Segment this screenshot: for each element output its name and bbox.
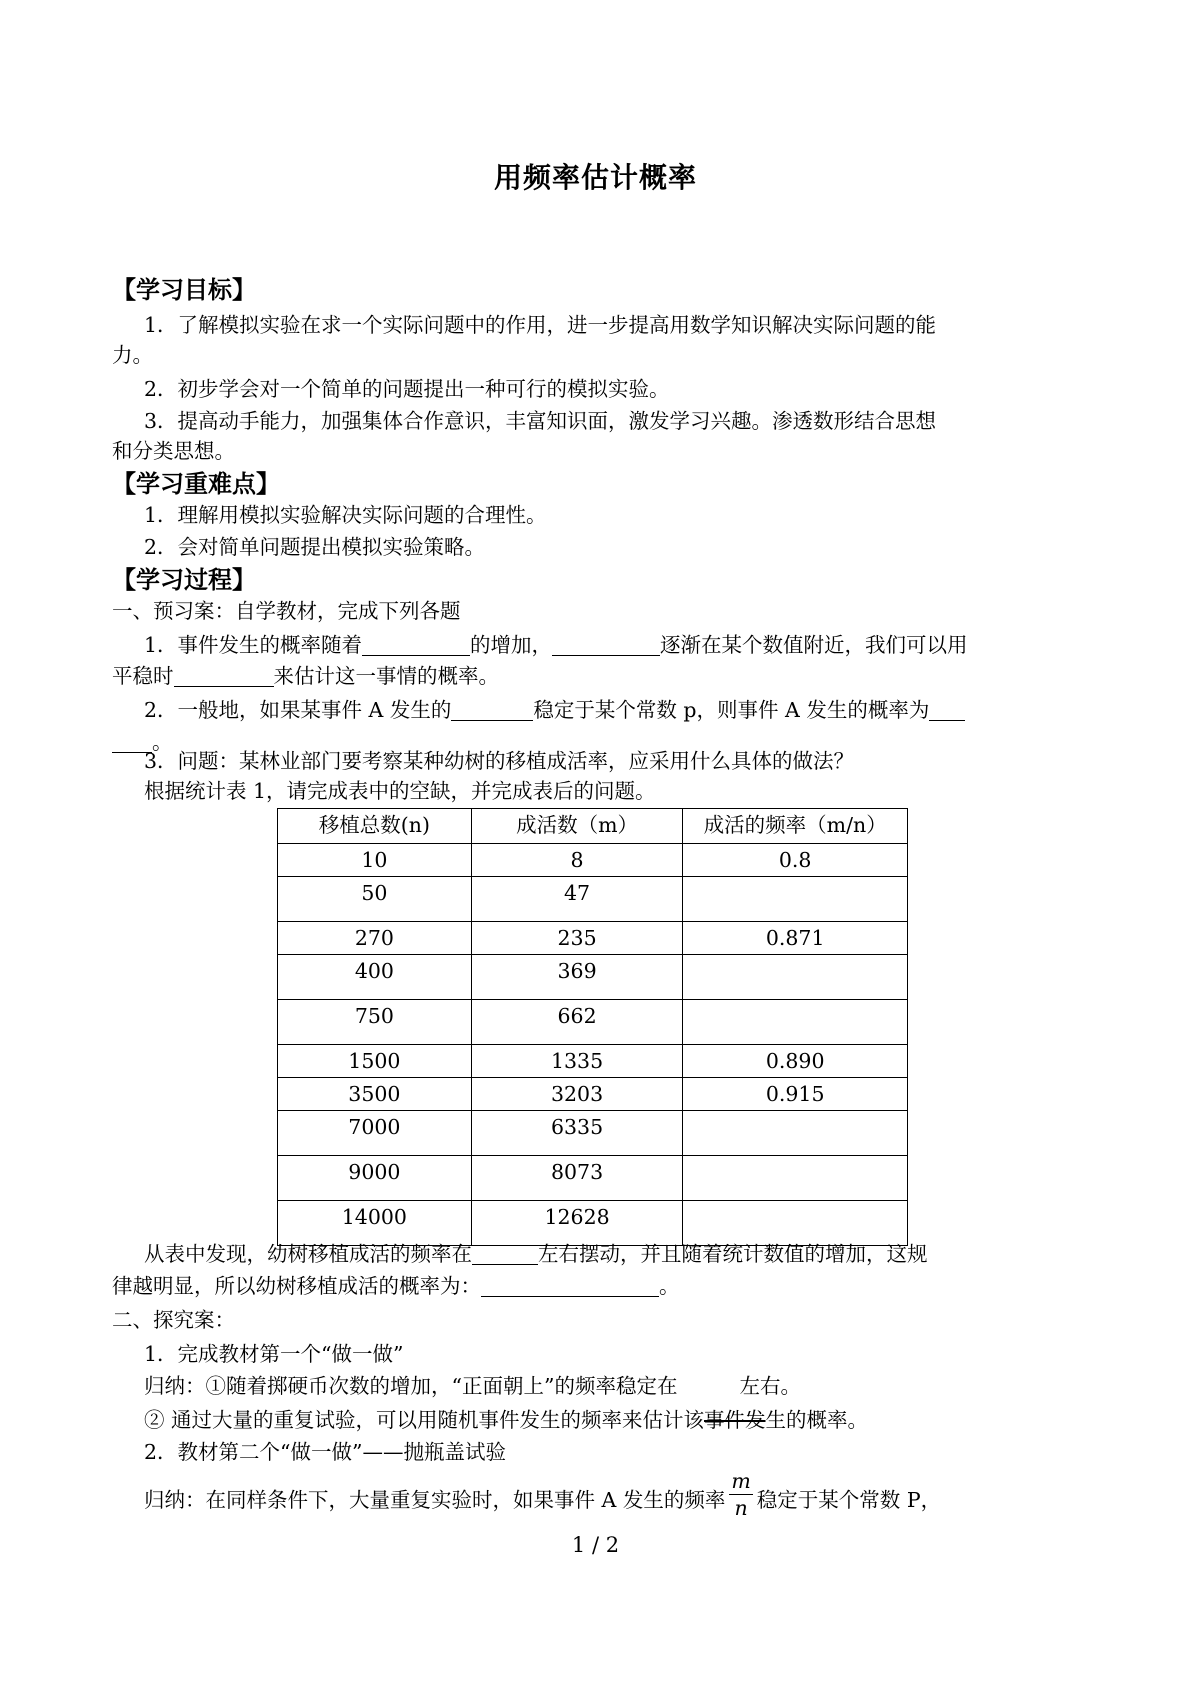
table-row [278,877,908,922]
table-cell: 12628 [471,1201,683,1246]
table-cell: 8073 [471,1156,683,1201]
objectives-heading: 【学习目标】 [112,275,256,304]
table-cell [683,877,908,922]
table-cell: 8 [471,844,683,877]
table-cell: 662 [471,1000,683,1045]
table-cell: 270 [278,922,472,955]
explore-summary-3: 归纳：在同样条件下，大量重复实验时，如果事件 A 发生的频率 $\frac{m}{n}$ 稳定于某个常数 P， [144,1469,942,1520]
preview-question-1a: 1．事件发生的概率随着 的增加， 逐渐在某个数值附近，我们可以用 [144,633,968,657]
explore-item-1: 1．完成教材第一个“做一做” [144,1342,404,1366]
answer-blank [174,664,274,687]
table-cell: 47 [471,877,683,922]
difficulty-1: 1．理解用模拟实验解决实际问题的合理性。 [144,503,547,527]
table-cell [683,1000,908,1045]
table-cell: 3203 [471,1078,683,1111]
objective-3b: 和分类思想。 [112,439,235,463]
table-row [278,844,908,877]
table-cell [683,1156,908,1201]
table-cell: 0.8 [683,844,908,877]
objective-3a: 3．提高动手能力，加强集体合作意识，丰富知识面，激发学习兴趣。渗透数形结合思想 [144,409,937,433]
page-title: 用频率估计概率 [493,161,697,194]
table-row [278,1156,908,1201]
page-number: 1 / 2 [571,1533,620,1557]
answer-blank [472,1242,538,1265]
table-header-row [278,809,908,844]
difficulty-2: 2．会对简单问题提出模拟实验策略。 [144,535,486,559]
table-cell: 9000 [278,1156,472,1201]
answer-blank [451,698,533,721]
objective-2: 2．初步学会对一个简单的问题提出一种可行的模拟实验。 [144,377,670,401]
fraction-m-over-n: $\frac{m}{n}$ [731,1469,751,1520]
preview-question-1b: 平稳时 来估计这一事情的概率。 [112,664,499,688]
explore-summary-2: ② 通过大量的重复试验，可以用随机事件发生的频率来估计该事件发生的概率。 [144,1408,869,1432]
preview-heading: 一、预习案：自学教材，完成下列各题 [112,599,461,623]
explore-summary-1: 归纳：①随着掷硬币次数的增加，“正面朝上”的频率稳定在 左右。 [144,1374,801,1398]
answer-blank [552,633,660,656]
table-row [278,1000,908,1045]
preview-question-3: 3．问题：某林业部门要考察某种幼树的移植成活率，应采用什么具体的做法？ [144,749,855,773]
table-cell: 14000 [278,1201,472,1246]
table-row [278,1045,908,1078]
table-cell: 0.915 [683,1078,908,1111]
table-row [278,1078,908,1111]
table-header-cell: 移植总数(n) [278,809,472,844]
difficulty-heading: 【学习重难点】 [112,469,280,498]
table-cell: 400 [278,955,472,1000]
table-row [278,955,908,1000]
table-cell: 3500 [278,1078,472,1111]
process-heading: 【学习过程】 [112,565,256,594]
table-header-cell: 成活数（m） [471,809,683,844]
answer-blank [481,1274,659,1297]
preview-question-2a: 2．一般地，如果某事件 A 发生的 稳定于某个常数 p，则事件 A 发生的概率为 [144,695,1124,725]
table-row [278,1111,908,1156]
explore-heading: 二、探究案： [112,1308,235,1332]
objective-1b: 力。 [112,343,153,367]
table-cell: 10 [278,844,472,877]
table-cell: 369 [471,955,683,1000]
table-conclusion-a: 从表中发现，幼树移植成活的频率在 左右摆动，并且随着统计数值的增加，这规 [144,1242,928,1266]
explore-item-2: 2．教材第二个“做一做”——抛瓶盖试验 [144,1440,507,1464]
table-cell: 0.890 [683,1045,908,1078]
table-cell: 7000 [278,1111,472,1156]
table-cell [683,1111,908,1156]
transplant-table [277,808,908,1246]
table-cell: 750 [278,1000,472,1045]
table-row [278,922,908,955]
objective-1a: 1．了解模拟实验在求一个实际问题中的作用，进一步提高用数学知识解决实际问题的能 [144,313,937,337]
table-cell: 0.871 [683,922,908,955]
table-cell: 235 [471,922,683,955]
table-cell: 1500 [278,1045,472,1078]
preview-question-2b: 。 [112,727,1092,757]
table-cell: 50 [278,877,472,922]
answer-blank [929,698,965,721]
table-header-cell: 成活的频率（m/n） [683,809,908,844]
answer-blank [362,633,470,656]
preview-question-3-intro: 根据统计表 1，请完成表中的空缺，并完成表后的问题。 [144,779,656,803]
table-cell: 6335 [471,1111,683,1156]
table-cell [683,955,908,1000]
table-conclusion-b: 律越明显，所以幼树移植成活的概率为： 。 [112,1274,680,1298]
table-cell: 1335 [471,1045,683,1078]
